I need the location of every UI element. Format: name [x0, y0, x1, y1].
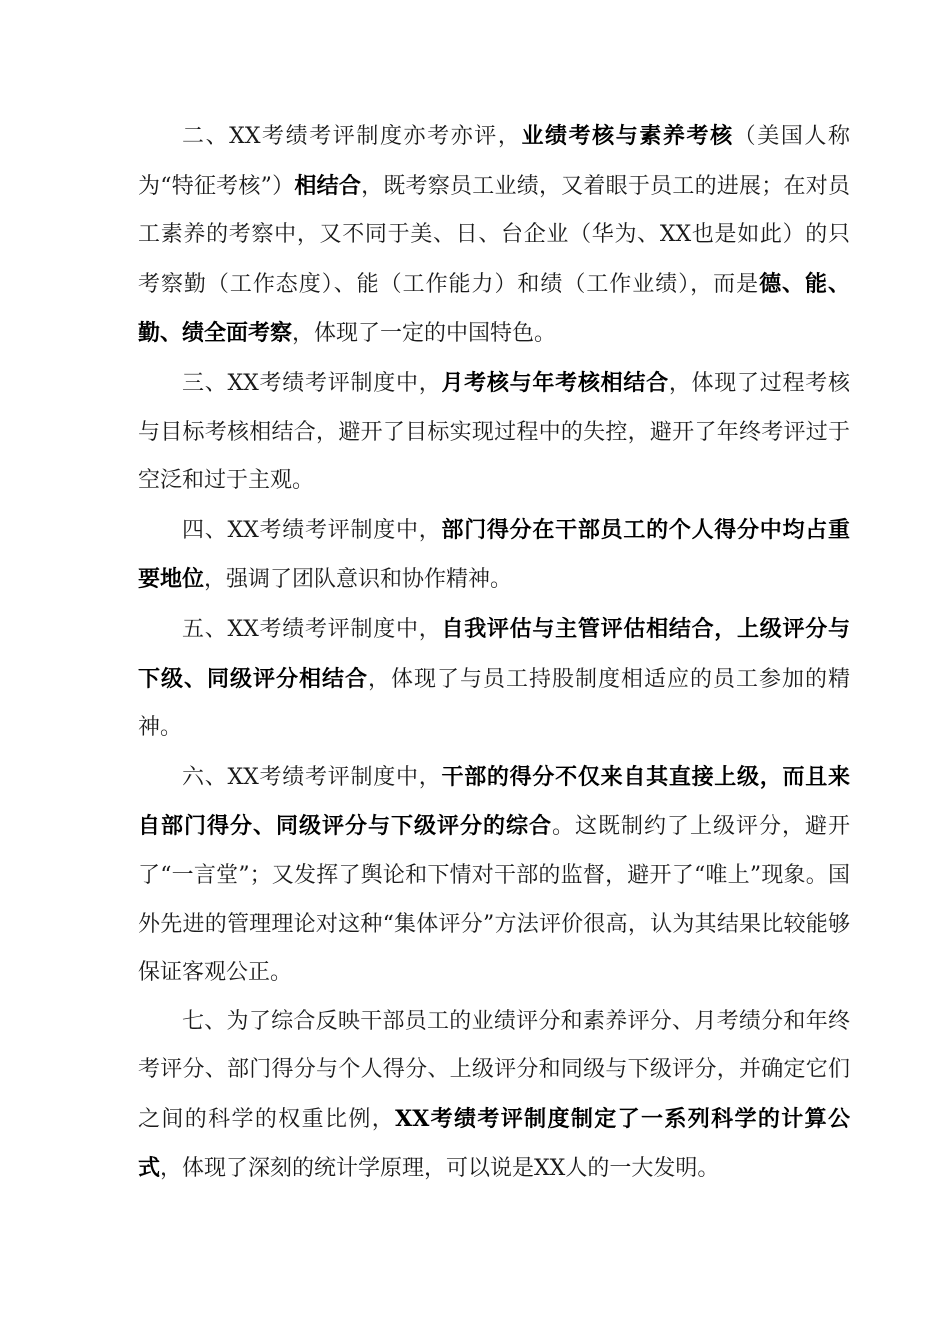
text-run: 三、XX考绩考评制度中，	[182, 370, 442, 396]
text-run: ，体现了一定的中国特色。	[292, 321, 557, 347]
paragraph-5	[138, 605, 850, 753]
bold-text-run: 部门得分在干部员工的个人得分中均占重要地位	[138, 516, 850, 593]
text-run: ，体现了过程考核与目标考核相结合，避开了目标实现过程中的失控，避开了年终考评过于空泛和过于主观。	[138, 370, 850, 494]
bold-text-run: 月考核与年考核相结合	[441, 369, 669, 396]
paragraph-4	[138, 506, 850, 605]
text-run: ，体现了与员工持股制度相适应的员工参加的精神。	[138, 666, 850, 741]
paragraph-2	[138, 112, 850, 359]
text-run: （美国人称为“特征考核”）	[138, 124, 850, 199]
bold-text-run: 干部的得分不仅来自其直接上级，而且来自部门得分、同级评分与下级评分的综合	[138, 763, 850, 840]
bold-text-run: 自我评估与主管评估相结合，上级评分与下级、同级评分相结合	[138, 615, 850, 692]
document-body	[138, 112, 850, 1194]
bold-text-run: 业绩考核与素养考核	[521, 123, 734, 149]
text-run: ，体现了深刻的统计学原理，可以说是XX人的一大发明。	[160, 1156, 720, 1182]
text-run: 。这既制约了上级评分，避开了“一言堂”；又发挥了舆论和下情对干部的监督，避开了“唯上”现象。国外先进的管理理论对这种“集体评分”方法评价很高，认为其结果比较能够保证客观公正。	[138, 814, 850, 986]
bold-text-run: 相结合	[294, 172, 362, 199]
text-run: 四、XX考绩考评制度中，	[182, 517, 442, 543]
text-run: 二、XX考绩考评制度亦考亦评，	[182, 124, 522, 149]
paragraph-3	[138, 359, 850, 506]
text-run: 五、XX考绩考评制度中，	[182, 616, 442, 642]
bold-text-run: XX考绩考评制度制定了一系列科学的计算公式	[138, 1105, 850, 1182]
text-run: ，既考察员工业绩，又着眼于员工的进展；在对员工素养的考察中，又不同于美、日、台企业（华为、XX也是如此）的只考察勤（工作态度）、能（工作能力）和绩（工作业绩），而是	[138, 173, 850, 297]
paragraph-7	[138, 998, 850, 1194]
bold-text-run: 德、能、勤、绩全面考察	[138, 270, 850, 347]
text-run: 七、为了综合反映干部员工的业绩评分和素养评分、月考绩分和年终考评分、部门得分与个人得分、上级评分和同级与下级评分，并确定它们之间的科学的权重比例，	[138, 1008, 850, 1132]
paragraph-6	[138, 753, 850, 998]
text-run: ，强调了团队意识和协作精神。	[204, 567, 513, 593]
text-run: 六、XX考绩考评制度中，	[182, 764, 442, 790]
